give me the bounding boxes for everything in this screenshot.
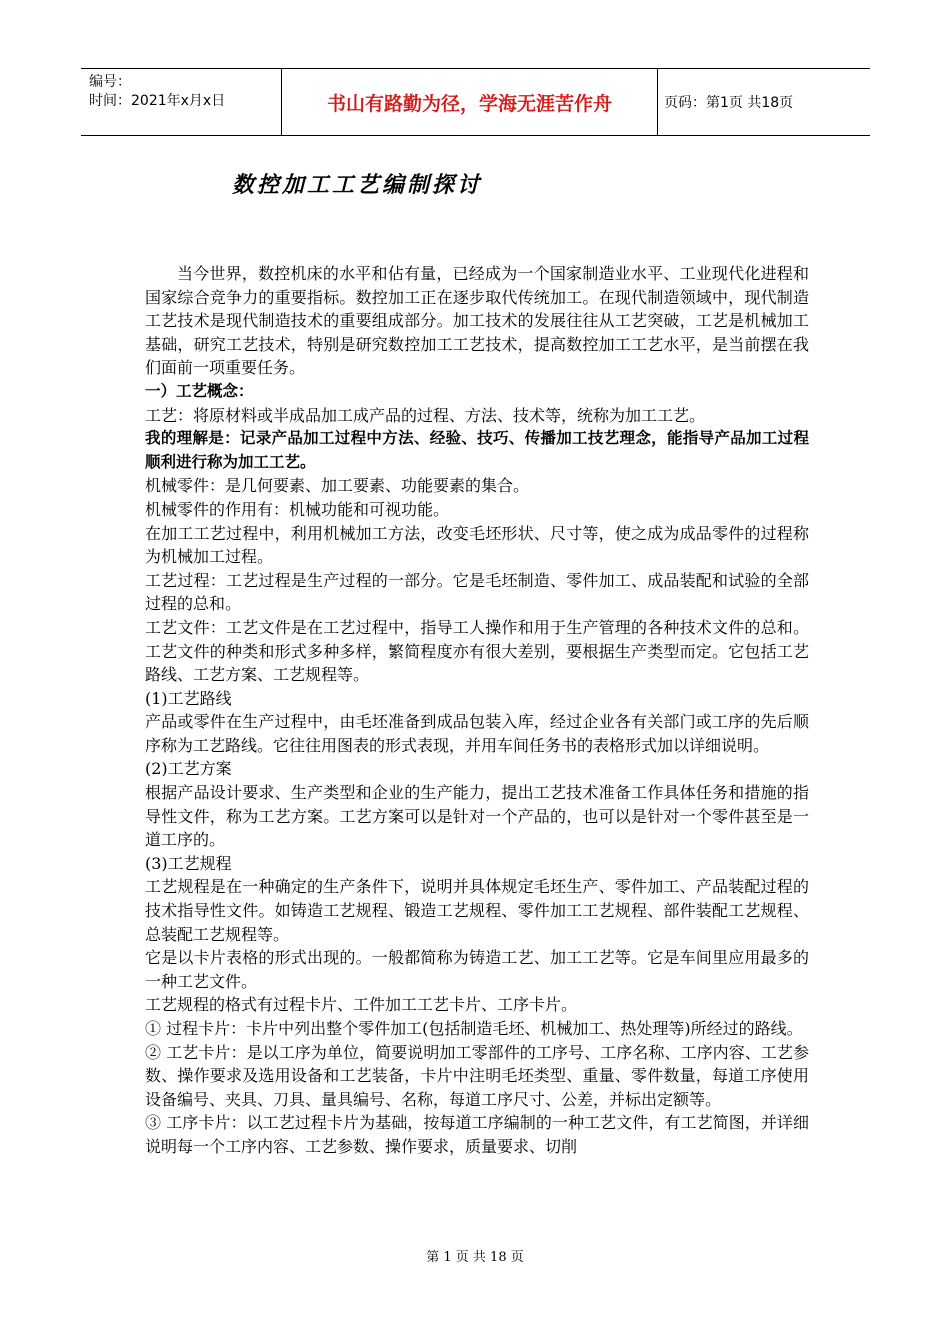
page-header bbox=[81, 68, 870, 136]
header-motto: 书山有路勤为径，学海无涯苦作舟 bbox=[282, 69, 658, 135]
paragraph: 它是以卡片表格的形式出现的。一般都简称为铸造工艺、加工工艺等。它是车间里应用最多的一种工艺文件。 bbox=[145, 948, 809, 991]
list-item: ② 工艺卡片：是以工序为单位，简要说明加工零部件的工序号、工序名称、工序内容、工艺参数、操作要求及选用设备和工艺装备，卡片中注明毛坯类型、重量、零件数量，每道工序使用设备编号、夹具、刀具、量具编号、名称，每道工序尺寸、公差，并标出定额等。 bbox=[145, 1042, 809, 1109]
paragraph: 根据产品设计要求、生产类型和企业的生产能力，提出工艺技术准备工作具体任务和措施的指导性文件，称为工艺方案。工艺方案可以是针对一个产品的，也可以是针对一个零件甚至是一道工序的。 bbox=[145, 783, 809, 850]
section-heading: 一）工艺概念： bbox=[145, 381, 254, 400]
paragraph: 机械零件的作用有：机械功能和可视功能。 bbox=[145, 499, 450, 519]
paragraph: 在加工工艺过程中，利用机械加工方法，改变毛坯形状、尺寸等，使之成为成品零件的过程称为机械加工过程。 bbox=[145, 523, 809, 567]
paragraph: 工艺过程：工艺过程是生产过程的一部分。它是毛坯制造、零件加工、成品装配和试验的全部过程的总和。 bbox=[145, 570, 809, 614]
document-number-label: 编号： bbox=[89, 74, 131, 90]
subheading: (1)工艺路线 bbox=[145, 688, 232, 708]
paragraph: 产品或零件在生产过程中，由毛坯准备到成品包装入库，经过企业各有关部门或工序的先后顺序称为工艺路线。它往往用图表的形式表现，并用车间任务书的表格形式加以详细说明。 bbox=[145, 712, 809, 755]
paragraph: 工艺规程的格式有过程卡片、工件加工工艺卡片、工序卡片。 bbox=[145, 995, 578, 1015]
list-item: ③ 工序卡片：以工艺过程卡片为基础，按每道工序编制的一种工艺文件，有工艺简图，并详细说明每一个工序内容、工艺参数、操作要求，质量要求、切削 bbox=[145, 1113, 809, 1156]
document-date: 时间：2021年x月x日 bbox=[89, 93, 226, 109]
bold-paragraph: 我的理解是：记录产品加工过程中方法、经验、技巧、传播加工技艺理念，能指导产品加工过程顺利进行称为加工工艺。 bbox=[145, 429, 809, 471]
list-item: ① 过程卡片：卡片中列出整个零件加工(包括制造毛坯、机械加工、热处理等)所经过的路线。 bbox=[145, 1019, 803, 1038]
header-info-cell bbox=[81, 69, 282, 135]
intro-paragraph: 当今世界，数控机床的水平和佔有量，已经成为一个国家制造业水平、工业现代化进程和国家综合竞争力的重要指标。数控加工正在逐步取代传统加工。在现代制造领域中，现代制造工艺技术是现代制造技术的重要组成部分。加工技术的发展往往从工艺突破，工艺是机械加工基础，研究工艺技术，特别是研究数控加工工艺技术，提高数控加工工艺水平，是当前摆在我们面前一项重要任务。 bbox=[145, 264, 809, 378]
document-title: 数控加工工艺编制探讨 bbox=[232, 172, 483, 198]
header-page-info: 页码：第1页 共18页 bbox=[664, 95, 794, 111]
subheading: (2)工艺方案 bbox=[145, 759, 232, 779]
paragraph: 机械零件：是几何要素、加工要素、功能要素的集合。 bbox=[145, 476, 530, 496]
document-body bbox=[145, 262, 809, 1159]
subheading: (3)工艺规程 bbox=[145, 853, 232, 873]
paragraph: 工艺规程是在一种确定的生产条件下，说明并具体规定毛坯生产、零件加工、产品装配过程的技术指导性文件。如铸造工艺规程、锻造工艺规程、零件加工工艺规程、部件装配工艺规程、总装配工艺规程等。 bbox=[145, 877, 809, 944]
paragraph: 工艺：将原材料或半成品加工成产品的过程、方法、技术等，统称为加工工艺。 bbox=[145, 405, 706, 425]
page-footer: 第 1 页 共 18 页 bbox=[426, 1250, 524, 1265]
paragraph: 工艺文件：工艺文件是在工艺过程中，指导工人操作和用于生产管理的各种技术文件的总和。工艺文件的种类和形式多种多样，繁简程度亦有很大差别，要根据生产类型而定。它包括工艺路线、工艺方案、工艺规程等。 bbox=[145, 617, 809, 685]
